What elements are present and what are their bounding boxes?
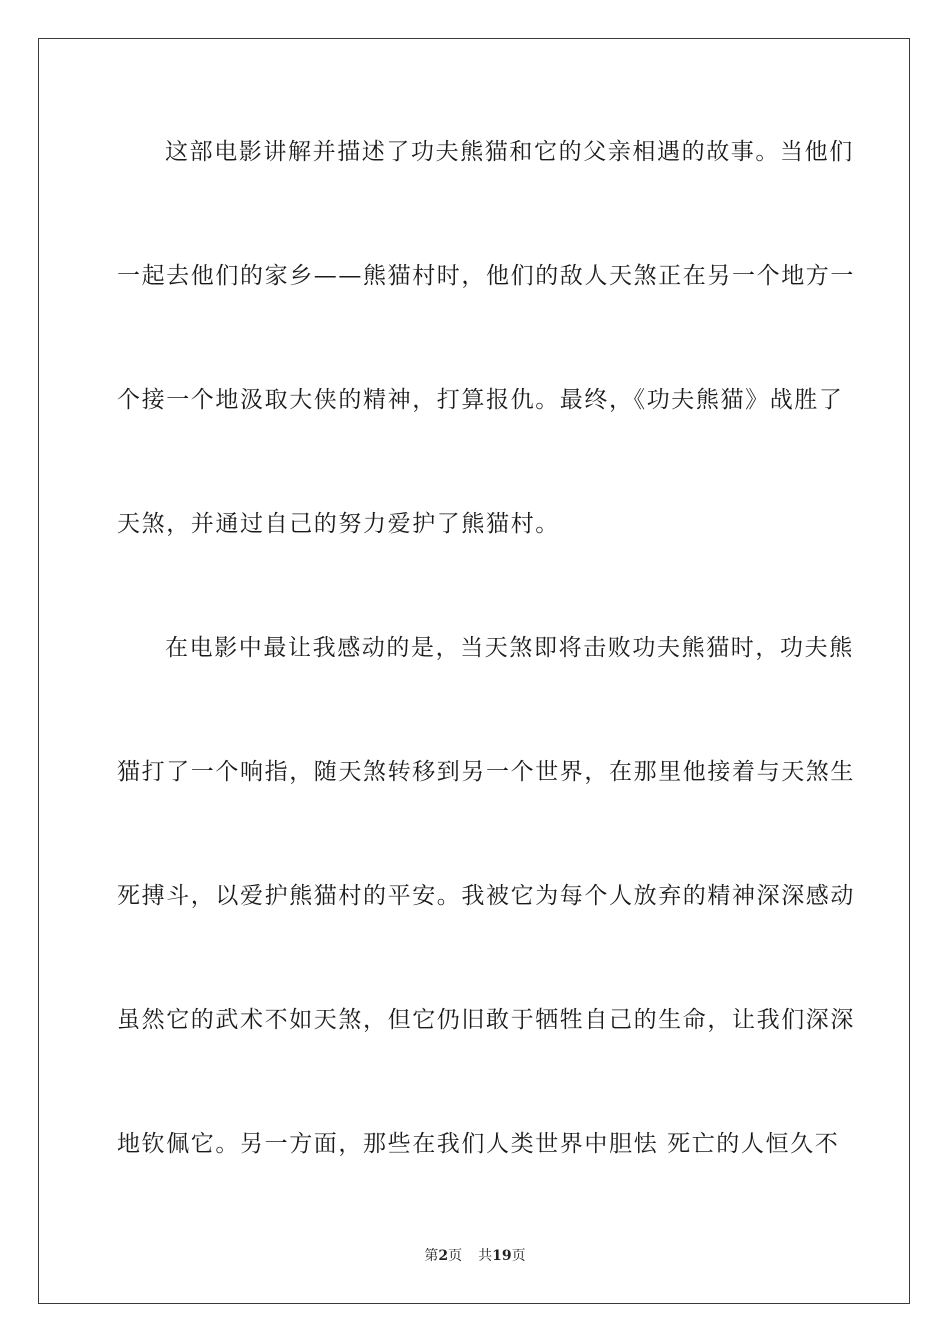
paragraph-2-line-4: 虽然它的武术不如天煞，但它仍旧敢于牺牲自己的生命，让我们深深 — [117, 1007, 855, 1033]
page-footer — [0, 1246, 950, 1266]
paragraph-1-line-4: 天煞，并通过自己的努力爱护了熊猫村。 — [117, 511, 560, 537]
paragraph-2-line-3: 死搏斗，以爱护熊猫村的平安。我被它为每个人放弃的精神深深感动 — [117, 883, 855, 909]
paragraph-1-line-3: 个接一个地汲取大侠的精神，打算报仇。最终，《功夫熊猫》战胜了 — [117, 387, 844, 413]
page-border — [38, 38, 910, 1304]
paragraph-1-line-1: 这部电影讲解并描述了功夫熊猫和它的父亲相遇的故事。当他们 — [165, 139, 854, 165]
page-number: 2 — [438, 1248, 449, 1264]
paragraph-2-line-1: 在电影中最让我感动的是，当天煞即将击败功夫熊猫时，功夫熊 — [165, 635, 854, 661]
paragraph-2-line-5: 地钦佩它。另一方面，那些在我们人类世界中胆怯 死亡的人恒久不 — [117, 1131, 840, 1157]
total-label-suffix: 页 — [511, 1248, 526, 1264]
total-pages: 19 — [492, 1248, 512, 1264]
page-label-prefix: 第 — [424, 1248, 439, 1264]
total-label-prefix: 共 — [478, 1248, 493, 1264]
paragraph-1-line-2: 一起去他们的家乡——熊猫村时，他们的敌人天煞正在另一个地方一 — [117, 263, 855, 289]
page-label-suffix: 页 — [448, 1248, 463, 1264]
paragraph-2-line-2: 猫打了一个响指，随天煞转移到另一个世界，在那里他接着与天煞生 — [117, 759, 855, 785]
